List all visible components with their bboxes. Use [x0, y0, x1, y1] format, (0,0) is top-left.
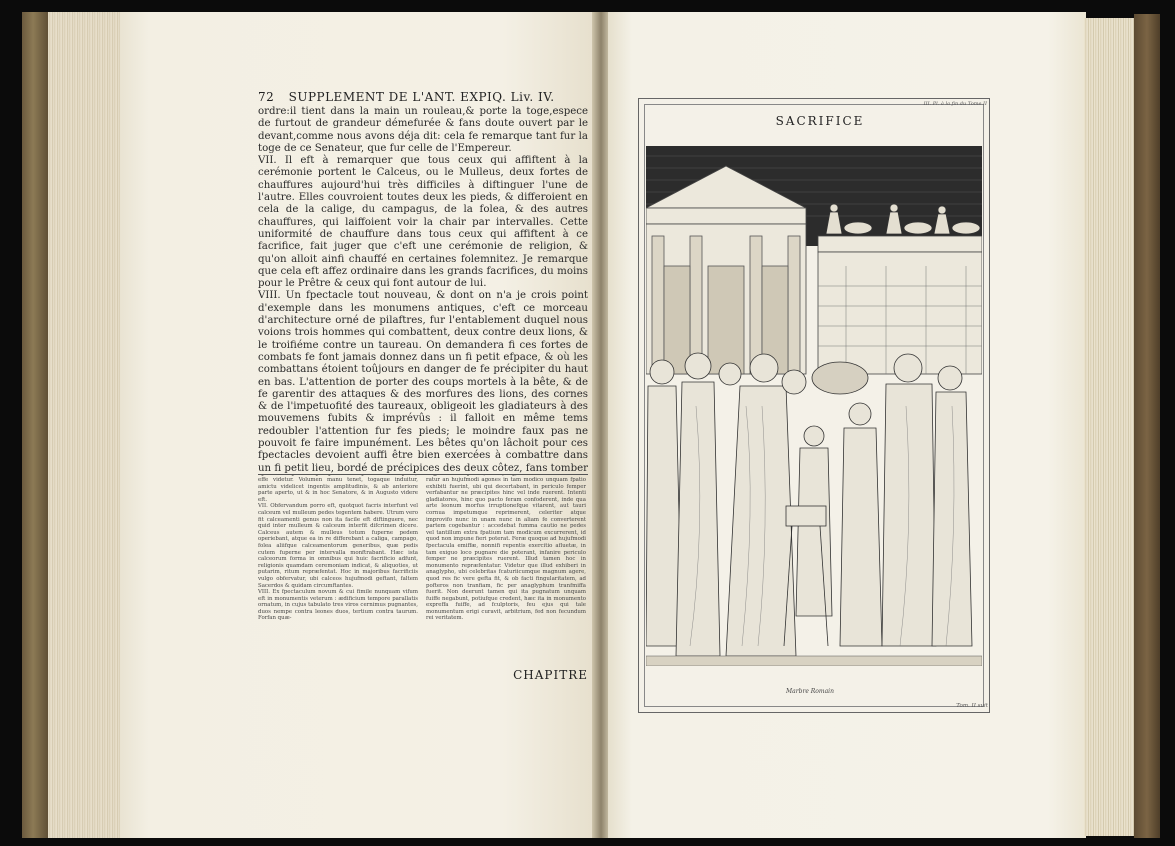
plate-title: SACRIFICE — [775, 114, 865, 128]
paragraph: VIII. Un fpectacle tout nouveau, & dont on n'a je crois point d'exemple dans les monumens antiques, c'eft ce morceau d'architecture orné de pilaftres, fur l'entablement duquel nous voions trois hommes qui combattent, deux contre deux lions, & le troifiéme contre un taureau. On demandera fi ces fortes de combats fe font jamais donnez dans un fi petit efpace, & où les combattans étoient toûjours en danger de fe précipiter du haut en bas. L'attention de porter des coups mortels à la bête, & de fe garentir des attaques & des morfures des lions, des cornes & de l'impetuofité des taureaux, obligeoit les gladiateurs à des mouvemens fubits & imprévûs : il falloit en même tems redoubler l'attention fur fes pieds; le moindre faux pas ne pouvoit fe faire impunément. Les bêtes qu'on lâchoit pour ces fpectacles devoient auffi être bien exercées à combattre dans un fi petit lieu, bordé de précipices des deux côtez, fans tomber — [258, 290, 588, 474]
running-head-title: SUPPLEMENT DE L'ANT. EXPIQ. Liv. IV. — [288, 90, 555, 104]
latin-paragraph: VIII. Ex fpectaculum novum & cui fimile nunquam vifum eft in monumentis veterum : ædificium tempore parallatis ornatum, in cujus tabulato tres viros cernimus pugnantes, duos nempe contra leones duos, tertium contra taurum. Forfan quæ- — [258, 589, 418, 622]
page-number: 72 — [258, 90, 275, 104]
sacrifice-engraving — [646, 146, 982, 666]
latin-paragraph: VII. Obfervandum porro eft, quotquot facris interfunt vel calceum vel mulleum pedes tegentem habere. Utrum vero fit calceamenti genus non ita facile eft diftinguere, nec quid inter mulleum & calceum interfit difcrimen dicere. Calceus autem & mulleus totum fuperne pedem operiebant, atque ea in re differebant a caliga, campago, folea aliifque calceamentorum generibus, quæ pedis cutem fuperne per intervalla monftrabant. Hæc ista calceorum forma in omnibus qui huic facrificio adfunt, religionis quamdam ceremoniam indicat, & aliquoties, ut putarim, ritum repræfentat. Hoc in majoribus facrificiis vulgo obfervatur, ubi calceos hujufmodi geftant, faltem Sacerdos & quidam circumftantes. — [258, 503, 418, 589]
book-cover-right — [1134, 14, 1160, 838]
procession-figures — [646, 353, 972, 656]
plate-reference: III. Pl. à la fin du Tome II — [923, 101, 987, 107]
plate-caption: Marbre Romain — [786, 688, 834, 695]
plate-footer — [900, 703, 988, 711]
page-edges-right — [1084, 18, 1136, 836]
latin-column-1 — [258, 477, 418, 687]
catchword: CHAPITRE — [513, 668, 588, 682]
footnote-rule — [258, 474, 588, 475]
latin-column-2 — [426, 477, 586, 687]
running-head — [258, 90, 568, 106]
paragraph: ordre:il tient dans la main un rouleau,& porte la toge,espece de furtout de grandeur démefurée & fans doute ouvert par le devant,comme nous avons déja dit: cela fe remarque tant fur la toge de ce Senateur, que fur celle de l'Empereur. — [258, 106, 588, 154]
arena-building — [818, 236, 982, 374]
page-edges-left — [48, 12, 122, 838]
latin-paragraph: ratur an hujufmodi agones in tam modico unquam fpatio exhibiti fuerint, ubi qui decertabant, in periculo femper verfabantur ne præcipites hinc vel inde ruerent. Intenti gladiatores, hinc quo pacto feram confoderent, inde qua arte leonum morfus irruptionefque vitarent, aut tauri cornua impetumque reprimerent, celeriter atque improvifo nunc in unam nunc in aliam fe converterent partem cogebantur : accedebat fumma cautio ne pedes vel tantillum extra fpatium tam modicum excurrerent, id quod non impune fieri poterat. Feræ quoque ad hujufmodi fpectacula emiffæ, nonnifi repentis exercitio afluetæ, in tam exiguo loco pugnare die poterant, infanire periculo femper ne præcipites ruerent. Illud tamen hoc in monumento repræfentatur. Videtur que illud exhiberi in anaglypho, ubi celebritas fcaturiicumque magnum agere, quod res fic vere gefta fit, & ob facti fingularitatem, ad pofteros non tranfiam, fic per anaglyphum tranfmiffa fuerit. Non deerunt tamen qui ita pugnatum unquam fuiffe negabunt, potiufque credent, hæc ita in monumento expreffa fuiffe, ad fculptoris, feu ejus qui tale monumentum erigi curavit, arbitrium, fed non fecundum rei veritatem. — [426, 477, 586, 622]
book-cover-left — [22, 12, 50, 838]
plate-footer-number: suit — [977, 703, 988, 709]
paragraph: VII. Il eft à remarquer que tous ceux qui affiftent à la cerémonie portent le Calceus, ou le Mulleus, deux fortes de chauffures aujourd'hui très difficiles à diftinguer l'une de l'autre. Elles couvroient toutes deux les pieds, & differoient en cela de la calige, du campagus, de la folea, & des autres chauffures, qui laiffoient voir la chair par intervalles. Cette uniformité de chauffure dans tous ceux qui affiftent à ce facrifice, fait juger que c'eft une cerémonie de religion, & qu'on alloit ainfi chauffé en certaines folemnitez. Je remarque que cela eft affez ordinaire dans les grands facrifices, du moins pour le Prêtre & ceux qui font autour de lui. — [258, 155, 588, 290]
latin-paragraph: effe videtur. Volumen manu tenet, togaque induitur, amictu videlicet ingentis amplitudinis, & ab anteriore parte aperto, ut & in hoc Senatore, & in Augusto videre eft. — [258, 477, 418, 503]
plate-footer-volume: Tom. II — [956, 703, 976, 709]
french-body-text — [258, 106, 588, 476]
